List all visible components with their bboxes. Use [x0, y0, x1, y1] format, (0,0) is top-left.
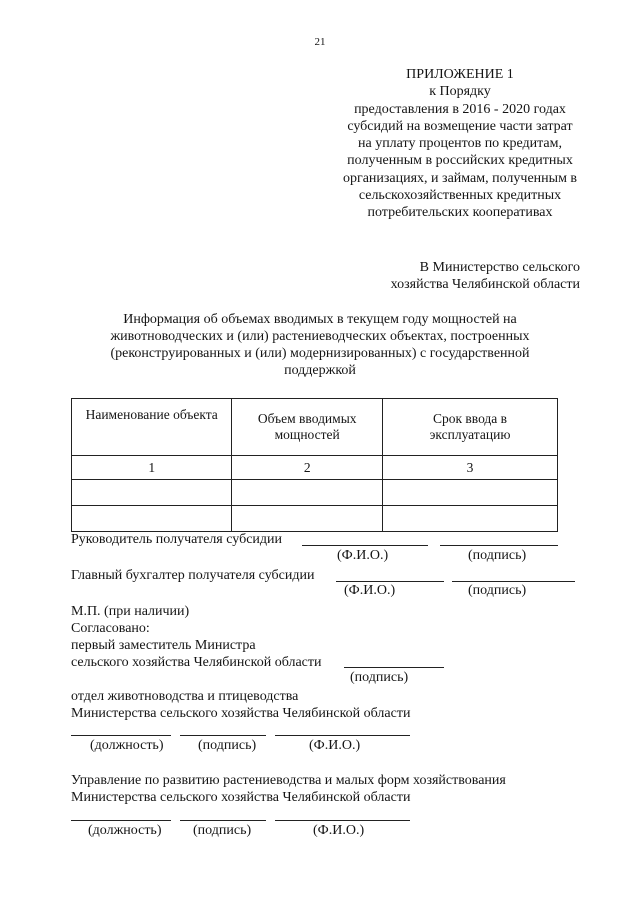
header-commissioning-date: Срок ввода в эксплуатацию — [383, 399, 558, 456]
title-line: (реконструированных и (или) модернизированных) с государственной — [110, 346, 530, 361]
header-capacity: Объем вводимых мощностей — [232, 399, 383, 456]
dept1-line-1: отдел животноводства и птицеводства — [71, 689, 299, 704]
title-line: животноводческих и (или) растениеводческих объектах, построенных — [110, 329, 530, 344]
dept2-line-1: Управление по развитию растениеводства и малых форм хозяйствования — [71, 773, 506, 788]
accountant-signature-caption: (подпись) — [468, 583, 527, 598]
table-number-row — [72, 456, 558, 480]
appendix-line: субсидий на возмещение части затрат — [347, 118, 573, 134]
dept2-position-caption: (должность) — [88, 823, 162, 838]
column-number: 3 — [383, 456, 558, 480]
dept2-fio-caption: (Ф.И.О.) — [313, 823, 365, 838]
dept1-signature-line — [180, 735, 266, 736]
table-row — [72, 480, 558, 506]
agreed-label: Согласовано: — [71, 621, 150, 636]
appendix-line: организациях, и займам, полученным в — [342, 170, 578, 186]
table-cell — [383, 480, 558, 506]
table-header-row — [72, 399, 558, 456]
document-title — [70, 311, 570, 379]
head-label: Руководитель получателя субсидии — [71, 532, 283, 547]
head-signature-line — [440, 545, 558, 546]
accountant-label: Главный бухгалтер получателя субсидии — [71, 568, 315, 583]
dept2-line-2: Министерства сельского хозяйства Челябинской области — [71, 790, 411, 805]
dept1-signature-caption: (подпись) — [198, 738, 257, 753]
dept2-signature-caption: (подпись) — [193, 823, 252, 838]
dept1-line-2: Министерства сельского хозяйства Челябинской области — [71, 706, 411, 721]
table-cell — [232, 506, 383, 532]
appendix-line: на уплату процентов по кредитам, — [357, 136, 562, 152]
head-fio-line — [302, 545, 428, 546]
accountant-fio-line — [336, 581, 444, 582]
deputy-line-1: первый заместитель Министра — [71, 638, 256, 653]
dept1-position-line — [71, 735, 171, 736]
appendix-title: ПРИЛОЖЕНИЕ 1 — [406, 67, 514, 82]
addressee — [360, 259, 580, 293]
appendix-line: потребительских кооперативах — [367, 205, 553, 221]
addressee-line: хозяйства Челябинской области — [390, 277, 580, 292]
deputy-signature-caption: (подпись) — [350, 670, 409, 685]
page-number: 21 — [314, 36, 326, 48]
dept1-fio-line — [275, 735, 410, 736]
stamp-note: М.П. (при наличии) — [71, 604, 190, 619]
column-number: 2 — [232, 456, 383, 480]
dept2-signature-line — [180, 820, 266, 821]
appendix-line: к Порядку — [429, 84, 491, 100]
appendix-line: полученным в российских кредитных — [347, 153, 573, 169]
title-line: Информация об объемах вводимых в текущем году мощностей на — [123, 312, 517, 327]
table-cell — [383, 506, 558, 532]
table-row — [72, 506, 558, 532]
appendix-line: предоставления в 2016 - 2020 годах — [354, 101, 566, 117]
appendix-header — [330, 66, 590, 222]
title-line: поддержкой — [284, 363, 356, 378]
table-cell — [72, 480, 232, 506]
info-table — [71, 398, 558, 532]
column-number: 1 — [72, 456, 232, 480]
dept1-position-caption: (должность) — [90, 738, 164, 753]
table-cell — [232, 480, 383, 506]
appendix-line: сельскохозяйственных кредитных — [358, 188, 562, 204]
dept1-fio-caption: (Ф.И.О.) — [309, 738, 361, 753]
deputy-line-2: сельского хозяйства Челябинской области — [71, 655, 322, 670]
head-fio-caption: (Ф.И.О.) — [337, 548, 389, 563]
dept2-fio-line — [275, 820, 410, 821]
head-signature-caption: (подпись) — [468, 548, 527, 563]
dept2-position-line — [71, 820, 171, 821]
accountant-signature-line — [452, 581, 575, 582]
table-cell — [72, 506, 232, 532]
addressee-line: В Министерство сельского — [419, 260, 580, 275]
accountant-fio-caption: (Ф.И.О.) — [344, 583, 396, 598]
deputy-signature-line — [344, 667, 444, 668]
header-object-name: Наименование объекта — [72, 399, 232, 456]
